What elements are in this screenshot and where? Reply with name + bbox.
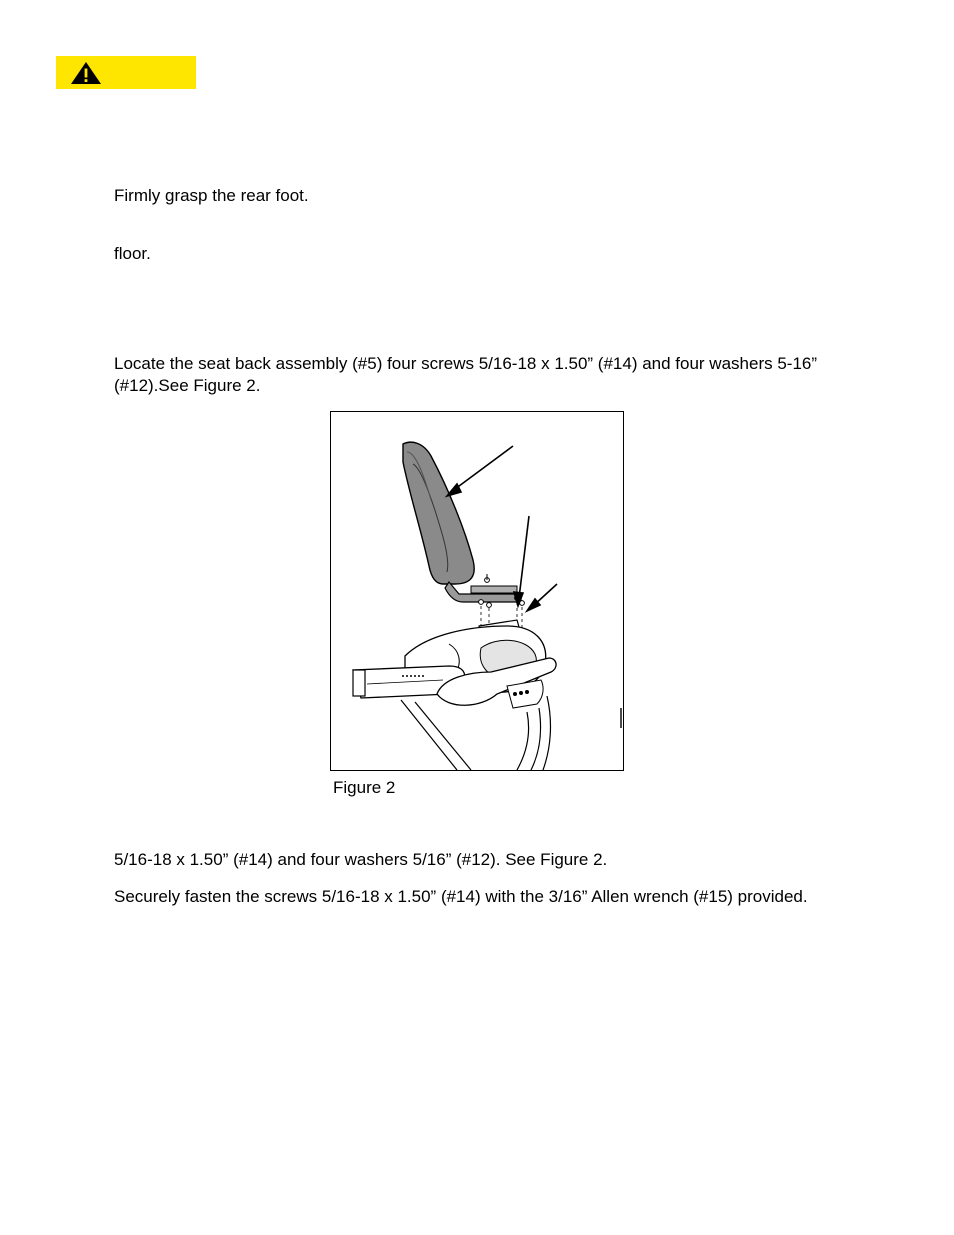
step-floor-text: floor. xyxy=(114,244,151,263)
step-locate-text-line2: (#12).See Figure 2. xyxy=(114,376,261,395)
warning-triangle-icon xyxy=(68,60,104,86)
figure-2-illustration xyxy=(330,411,624,771)
step-grasp-text: Firmly grasp the rear foot. xyxy=(114,186,309,205)
step-fasten-text: Securely fasten the screws 5/16-18 x 1.50” (#14) with the 3/16” Allen wrench (#15) provided. xyxy=(114,887,808,906)
step-attach-text: 5/16-18 x 1.50” (#14) and four washers 5/16” (#12). See Figure 2. xyxy=(114,850,608,869)
seat-back-assembly-drawing xyxy=(331,412,623,770)
figure-2-caption: Figure 2 xyxy=(333,778,396,797)
caution-banner xyxy=(56,56,196,89)
step-locate-text-line1: Locate the seat back assembly (#5) four screws 5/16-18 x 1.50” (#14) and four washers 5-16” xyxy=(114,354,818,373)
